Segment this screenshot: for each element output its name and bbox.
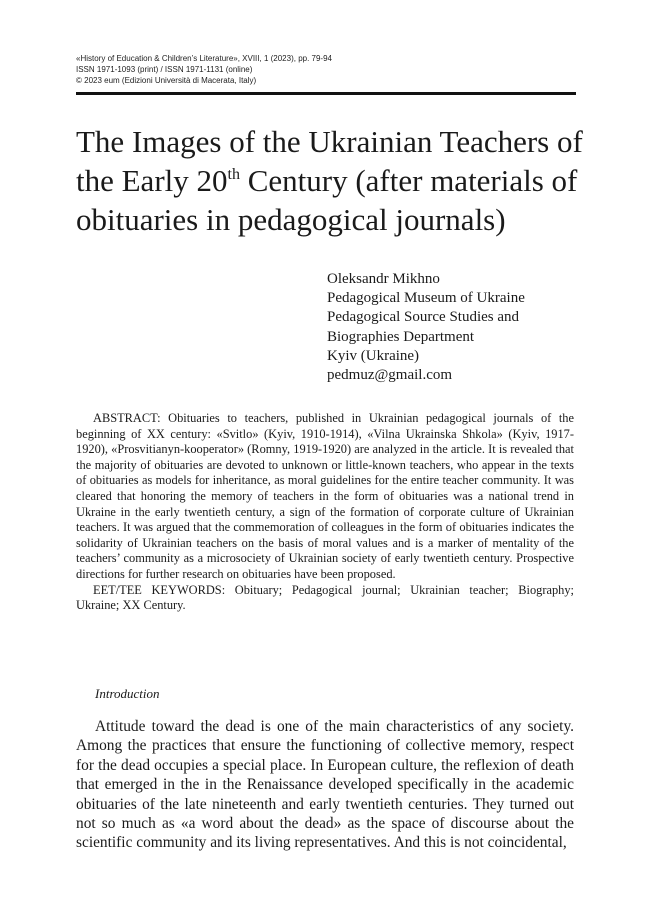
- author-email: pedmuz@gmail.com: [327, 367, 453, 384]
- introduction-heading: Introduction: [95, 686, 160, 701]
- author-affiliation-2: Pedagogical Source Studies and: [327, 309, 520, 326]
- abstract-block: [76, 411, 574, 614]
- journal-issn: ISSN 1971-1093 (print) / ISSN 1971-1131 (online): [76, 65, 253, 74]
- journal-citation: «History of Education & Children’s Literature», XVIII, 1 (2023), pp. 79-94: [76, 54, 332, 63]
- keywords-text: EET/TEE KEYWORDS: Obituary; Pedagogical journal; Ukrainian teacher; Biography; Ukraine; XX Century.: [76, 582, 574, 613]
- author-block: [327, 270, 587, 385]
- author-affiliation-3: Biographies Department: [327, 328, 475, 345]
- article-title: [76, 122, 596, 239]
- title-text-part2: Century (after materials of obituaries in pedagogical journals): [76, 163, 578, 237]
- author-name: Oleksandr Mikhno: [327, 271, 440, 287]
- header-rule: [76, 92, 576, 95]
- title-text-part1: The Images of the Ukrainian Teachers of the Early 20: [76, 124, 583, 198]
- abstract-text: ABSTRACT: Obituaries to teachers, published in Ukrainian pedagogical journals of the beginning of XX century: «Svitlo» (Kyiv, 1910-1914), «Vilna Ukrainska Shkola» (Kyiv, 1917-1920), «Prosvitianyn-kooperator» (Romny, 1919-1920) are analyzed in the article. It is revealed that the majority of obituaries are devoted to unknown or little-known teachers, who appear in the texts of obituaries as models for inheritance, as moral guidelines for the entire teacher community. It was cleared that honoring the memory of teachers in the form of obituaries was a national trend in Ukraine in the early twentieth century, a sign of the formation of corporate culture of Ukrainian teachers. It was argued that the commemoration of colleagues in the form of obituaries indicates the solidarity of Ukrainian teachers on the basis of moral values and is a marker of mentality of the teachers’ community as a microsociety of Ukrainian society of early twentieth century. Prospective directions for further research on obituaries have been proposed.: [76, 411, 574, 581]
- journal-copyright: © 2023 eum (Edizioni Università di Macerata, Italy): [76, 76, 257, 85]
- journal-header: [76, 53, 576, 86]
- author-affiliation-1: Pedagogical Museum of Ukraine: [327, 290, 525, 307]
- introduction-paragraph: Attitude toward the dead is one of the main characteristics of any society. Among the practices that ensure the functioning of collective memory, respect for the dead occupies a special place. In European culture, the reflexion of death that emerged in the in the Renaissance developed specifically in the academic obituaries of the late nineteenth and early twentieth centuries. They turned out not so much as «a word about the dead» as the space of discourse about the scientific community and its living representatives. And this is not coincidental,: [76, 718, 574, 852]
- author-location: Kyiv (Ukraine): [327, 347, 420, 364]
- title-superscript: th: [227, 166, 240, 183]
